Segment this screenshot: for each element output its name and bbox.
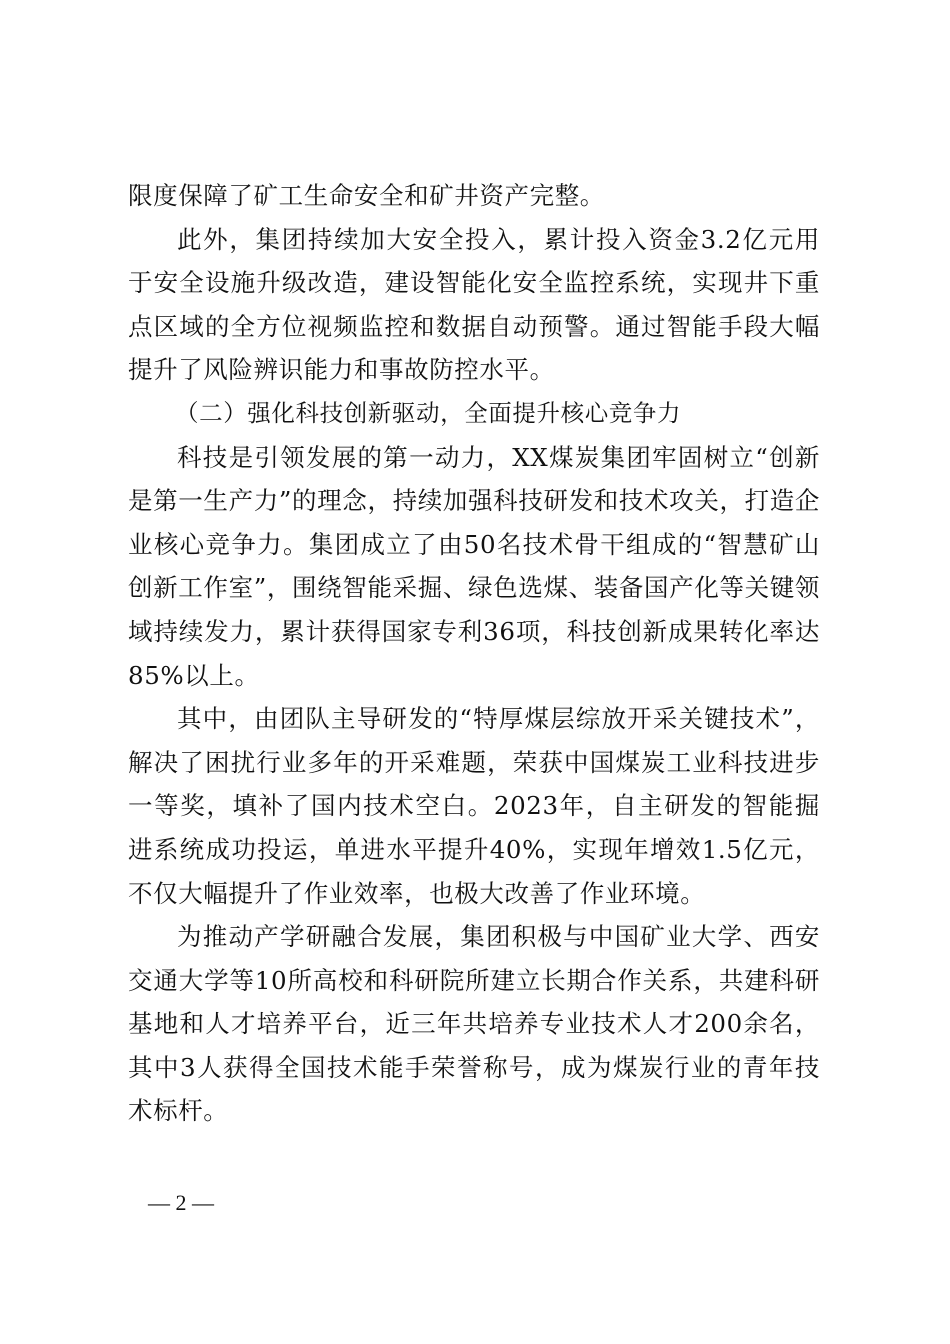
paragraph-key-technology: 其中，由团队主导研发的“特厚煤层综放开采关键技术”，解决了困扰行业多年的开采难题，荣获中国煤炭工业科技进步一等奖，填补了国内技术空白。2023年，自主研发的智能掘进系统成功投运，单进水平提升40%，实现年增效1.5亿元，不仅大幅提升了作业效率，也极大改善了作业环境。 [128, 704, 820, 908]
paragraph-industry-academia: 为推动产学研融合发展，集团积极与中国矿业大学、西安交通大学等10所高校和科研院所建立长期合作关系，共建科研基地和人才培养平台，近三年共培养专业技术人才200余名，其中3人获得全国技术能手荣誉称号，成为煤炭行业的青年技术标杆。 [128, 922, 820, 1126]
document-body [128, 174, 820, 1133]
page-number: — 2 — [148, 1190, 214, 1215]
paragraph-safety-investment: 此外，集团持续加大安全投入，累计投入资金3.2亿元用于安全设施升级改造，建设智能化安全监控系统，实现井下重点区域的全方位视频监控和数据自动预警。通过智能手段大幅提升了风险辨识能力和事故防控水平。 [128, 224, 820, 385]
paragraph-tech-innovation: 科技是引领发展的第一动力，XX煤炭集团牢固树立“创新是第一生产力”的理念，持续加强科技研发和技术攻关，打造企业核心竞争力。集团成立了由50名技术骨干组成的“智慧矿山创新工作室”，围绕智能采掘、绿色选煤、装备国产化等关键领域持续发力，累计获得国家专利36项，科技创新成果转化率达85%以上。 [128, 442, 820, 690]
paragraph-continuation: 限度保障了矿工生命安全和矿井资产完整。 [128, 181, 605, 210]
section-heading: （二）强化科技创新驱动，全面提升核心竞争力 [175, 398, 682, 427]
